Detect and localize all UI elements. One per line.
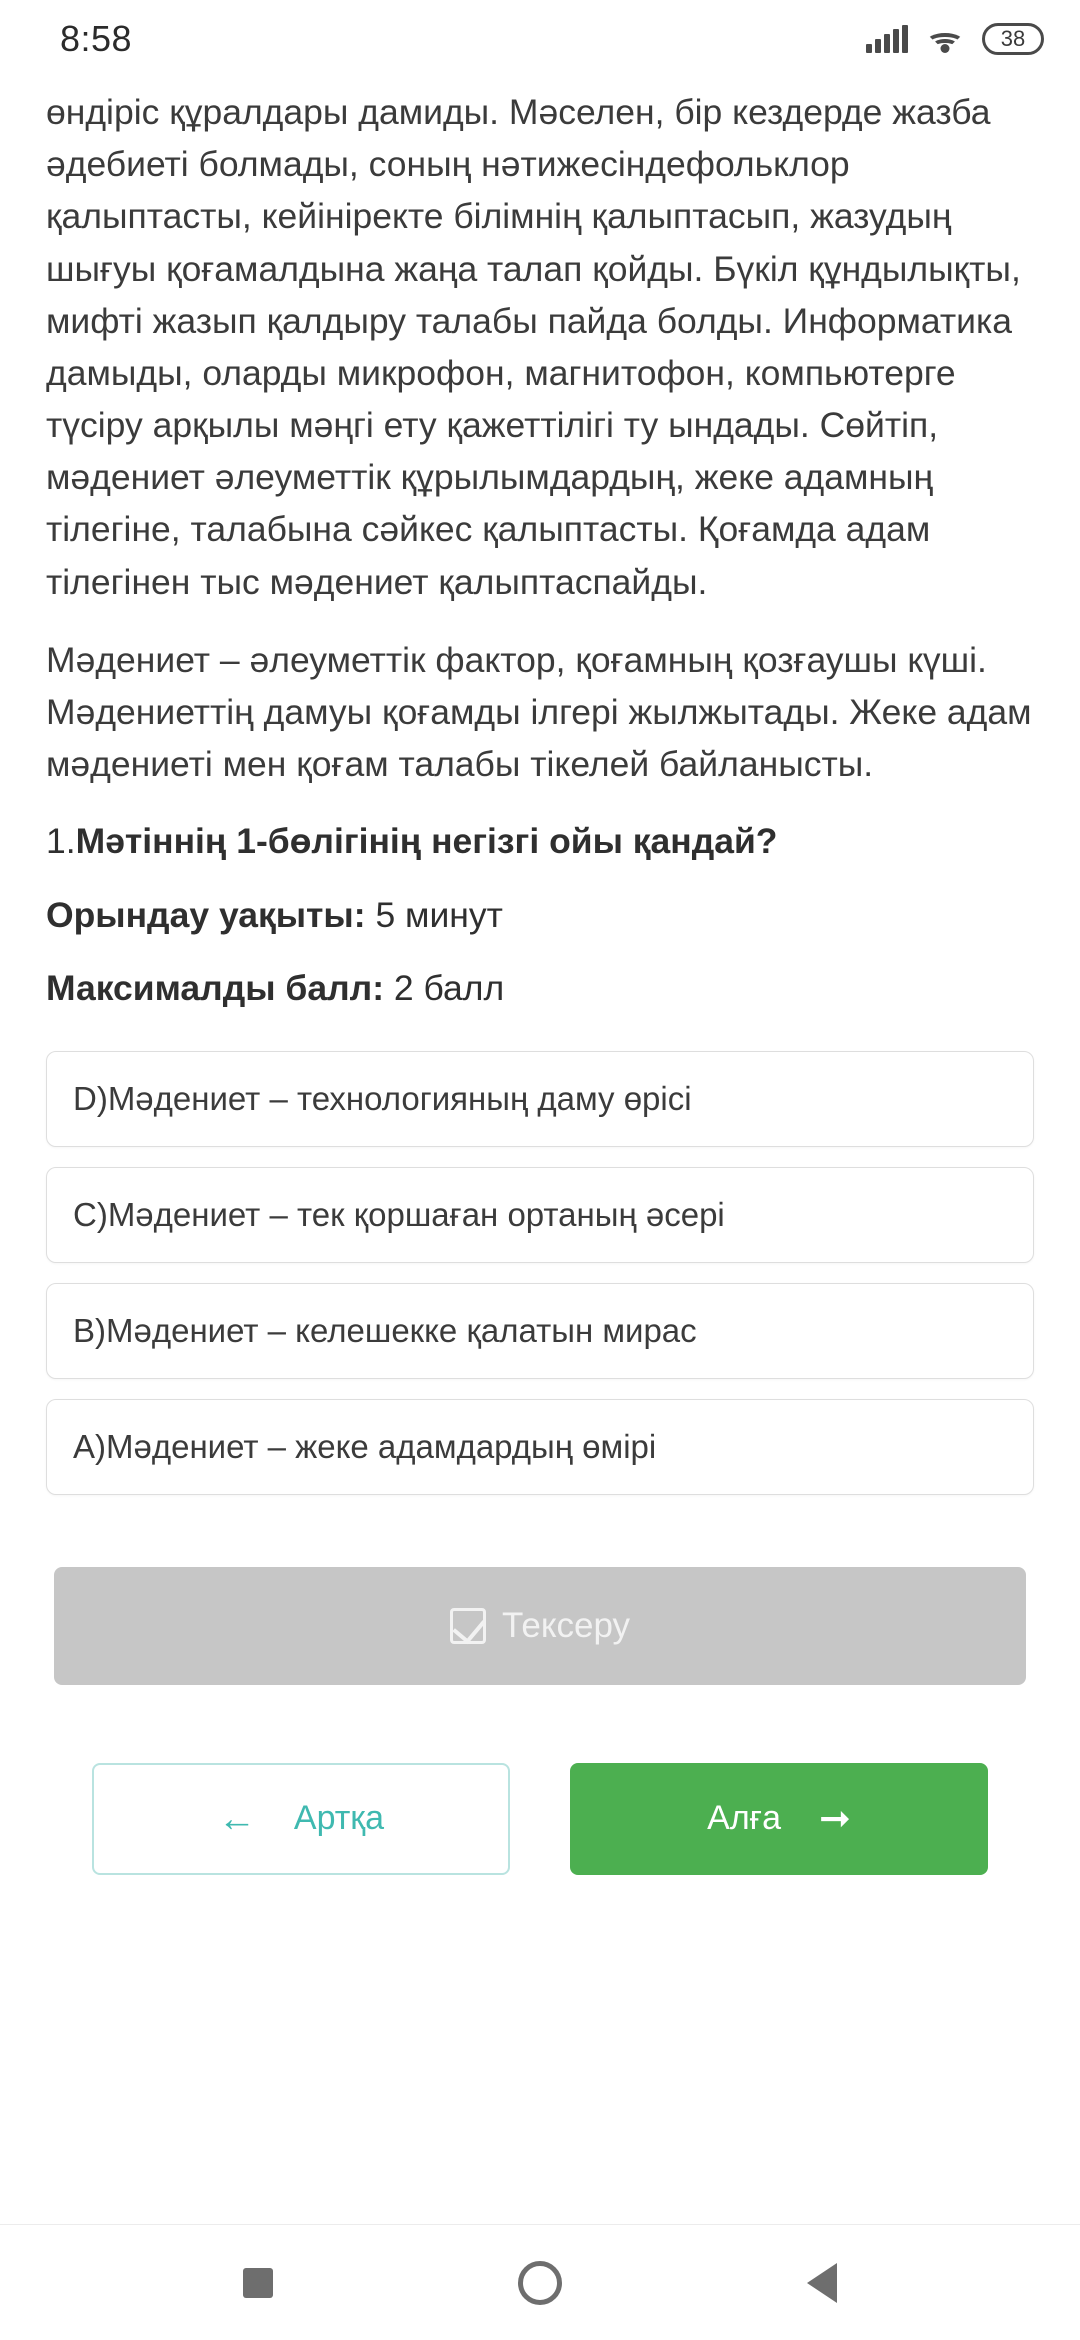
time-meta (46, 890, 1034, 941)
navigation-row (92, 1763, 988, 1875)
arrow-left-icon: ← (217, 1797, 256, 1840)
status-icons (866, 23, 1044, 55)
next-button[interactable] (570, 1763, 988, 1875)
triangle-back-icon[interactable] (807, 2263, 837, 2303)
answer-option-label: A)Мәдениет – жеке адамдардың өмірі (73, 1427, 657, 1465)
check-answer-button[interactable] (54, 1567, 1026, 1685)
arrow-right-icon: ➞ (818, 1797, 851, 1840)
answer-option-b[interactable] (46, 1283, 1034, 1379)
answer-option-label: C)Мәдениет – тек қоршаған ортаның әсері (73, 1195, 725, 1233)
lesson-content (0, 78, 1080, 2049)
next-button-label: Алға (707, 1799, 781, 1838)
score-meta (46, 963, 1034, 1014)
time-label: Орындау уақыты: (46, 894, 366, 935)
question-line (46, 816, 1034, 867)
previous-button[interactable] (92, 1763, 510, 1875)
check-answer-label: Тексеру (501, 1605, 631, 1645)
battery-icon (982, 23, 1044, 55)
battery-level-label: 38 (1000, 26, 1026, 51)
status-clock: 8:58 (60, 18, 133, 59)
circle-home-icon[interactable] (518, 2261, 562, 2305)
system-navigation-bar (0, 2224, 1080, 2340)
answer-option-label: B)Мәдениет – келешекке қалатын мирас (73, 1311, 697, 1349)
cellular-signal-icon (866, 25, 908, 53)
passage-paragraph-1: өндіріс құралдары дамиды. Мәселен, бір кездерде жазба әдебиеті болмады, соның нәтижесіндефольклор қалыптасты, кейініректе білімнің қалыптасып, жазудың шығуы қоғамалдына жаңа талап қойды. Бүкіл құндылықты, мифті жазып қалдыру талабы пайда болды. Информатика дамыды, оларды микрофон, магнитофон, компьютерге түсіру арқылы мәңгі ету қажеттілігі ту ындады. Сөйтіп, мәдениет әлеуметтік құрылымдардың, жеке адамның тілегіне, талабына сәйкес қалыптасты. Қоғамда адам тілегінен тыс мәдениет қалыптаспайды. (46, 92, 1021, 602)
time-value: 5 минут (375, 894, 503, 935)
answer-option-d[interactable] (46, 1051, 1034, 1147)
content-spacer (0, 2049, 1080, 2224)
checkbox-checked-icon (450, 1608, 486, 1644)
answer-option-c[interactable] (46, 1167, 1034, 1263)
answer-option-a[interactable] (46, 1399, 1034, 1495)
score-label: Максималды балл: (46, 968, 385, 1009)
question-text: Мәтіннің 1-бөлігінің негізгі ойы қандай? (75, 821, 778, 862)
passage-paragraph-2: Мәдениет – әлеуметтік фактор, қоғамның қозғаушы күші. Мәдениеттің дамуы қоғамды ілгері жылжытады. Жеке адам мәдениеті мен қоғам талабы тікелей байланысты. (46, 639, 1032, 785)
wifi-icon (926, 24, 964, 54)
status-bar (0, 0, 1080, 78)
answer-option-label: D)Мәдениет – технологияның даму өрісі (73, 1079, 692, 1117)
previous-button-label: Артқа (293, 1799, 385, 1838)
score-value: 2 балл (393, 968, 505, 1009)
question-number: 1. (46, 821, 76, 862)
square-recents-icon[interactable] (243, 2268, 273, 2298)
answer-options (46, 1051, 1034, 1495)
